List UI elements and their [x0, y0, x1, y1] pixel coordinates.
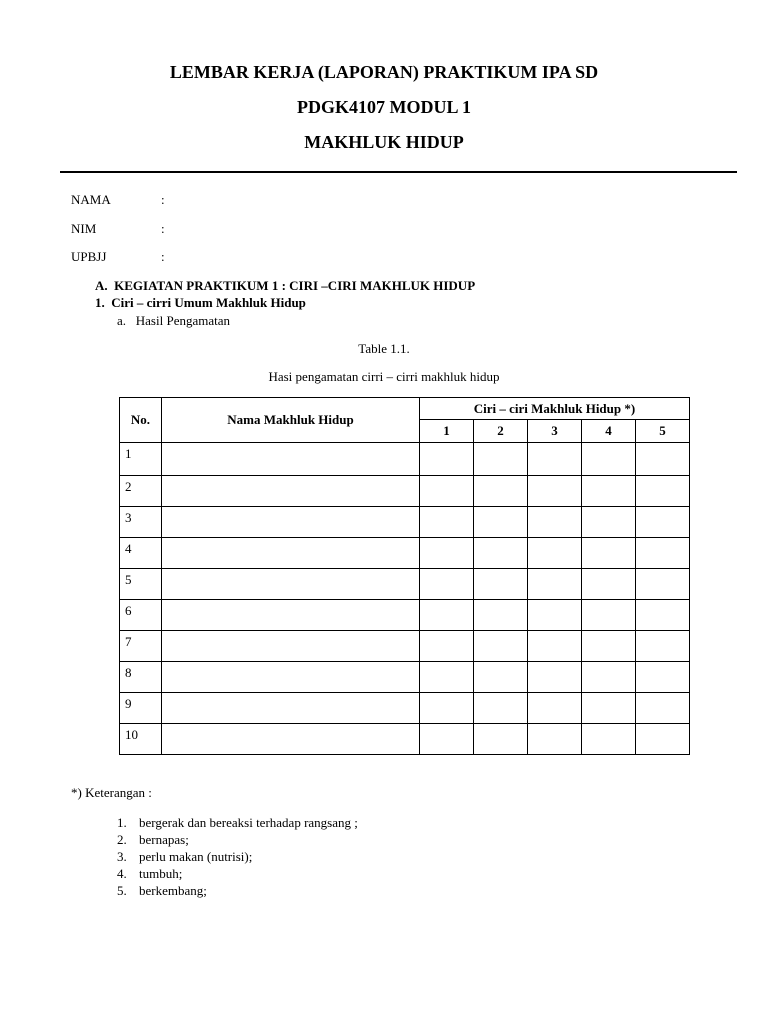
- note-item: [117, 849, 252, 865]
- section-a-heading: A. KEGIATAN PRAKTIKUM 1 : CIRI –CIRI MAKHLUK HIDUP: [95, 278, 476, 293]
- characteristic-cell[interactable]: [474, 569, 528, 600]
- module-topic: MAKHLUK HIDUP: [304, 132, 464, 152]
- note-number: 4.: [117, 866, 127, 881]
- name-cell[interactable]: [162, 476, 420, 507]
- name-cell[interactable]: [162, 443, 420, 476]
- characteristic-cell[interactable]: [528, 569, 582, 600]
- name-cell[interactable]: [162, 600, 420, 631]
- note-text: bernapas;: [139, 832, 189, 847]
- characteristic-cell[interactable]: [582, 600, 636, 631]
- header-characteristics: Ciri – ciri Makhluk Hidup *): [420, 398, 690, 420]
- row-number: 8: [120, 662, 162, 693]
- note-text: perlu makan (nutrisi);: [139, 849, 253, 864]
- characteristic-cell[interactable]: [420, 443, 474, 476]
- header-char-2: 2: [474, 420, 528, 443]
- row-number: 4: [120, 538, 162, 569]
- characteristic-cell[interactable]: [420, 507, 474, 538]
- row-number: 2: [120, 476, 162, 507]
- characteristic-cell[interactable]: [528, 662, 582, 693]
- characteristic-cell[interactable]: [636, 693, 690, 724]
- characteristic-cell[interactable]: [420, 693, 474, 724]
- note-number: 1.: [117, 815, 127, 830]
- observation-table: [119, 397, 690, 755]
- characteristic-cell[interactable]: [528, 443, 582, 476]
- characteristic-cell[interactable]: [420, 538, 474, 569]
- characteristic-cell[interactable]: [528, 693, 582, 724]
- characteristic-cell[interactable]: [528, 507, 582, 538]
- name-cell[interactable]: [162, 507, 420, 538]
- sub-point-a: a. Hasil Pengamatan: [117, 313, 230, 328]
- characteristic-cell[interactable]: [528, 476, 582, 507]
- characteristic-cell[interactable]: [636, 600, 690, 631]
- characteristic-cell[interactable]: [636, 724, 690, 755]
- table-row: [120, 693, 690, 724]
- characteristic-cell[interactable]: [582, 538, 636, 569]
- table-row: [120, 476, 690, 507]
- field-colon-nama: :: [161, 192, 165, 207]
- table-row: [120, 662, 690, 693]
- name-cell[interactable]: [162, 693, 420, 724]
- field-label-upbjj: UPBJJ: [71, 249, 107, 264]
- characteristic-cell[interactable]: [636, 631, 690, 662]
- row-number: 1: [120, 443, 162, 476]
- row-number: 7: [120, 631, 162, 662]
- characteristic-cell[interactable]: [474, 538, 528, 569]
- table-row: [120, 538, 690, 569]
- header-no: No.: [120, 398, 162, 443]
- header-char-3: 3: [528, 420, 582, 443]
- table-row: [120, 443, 690, 476]
- characteristic-cell[interactable]: [528, 631, 582, 662]
- header-char-4: 4: [582, 420, 636, 443]
- characteristic-cell[interactable]: [474, 724, 528, 755]
- characteristic-cell[interactable]: [636, 538, 690, 569]
- field-label-nim: NIM: [71, 221, 97, 236]
- subsection-heading: 1. Ciri – cirri Umum Makhluk Hidup: [95, 295, 306, 310]
- header-char-1: 1: [420, 420, 474, 443]
- field-label-nama: NAMA: [71, 192, 111, 207]
- characteristic-cell[interactable]: [420, 662, 474, 693]
- characteristic-cell[interactable]: [636, 569, 690, 600]
- row-number: 3: [120, 507, 162, 538]
- name-cell[interactable]: [162, 631, 420, 662]
- note-number: 2.: [117, 832, 127, 847]
- table-row: [120, 600, 690, 631]
- characteristic-cell[interactable]: [474, 600, 528, 631]
- characteristic-cell[interactable]: [474, 693, 528, 724]
- note-text: bergerak dan bereaksi terhadap rangsang ;: [139, 815, 358, 830]
- characteristic-cell[interactable]: [474, 631, 528, 662]
- note-number: 3.: [117, 849, 127, 864]
- note-number: 5.: [117, 883, 127, 898]
- table-row: [120, 569, 690, 600]
- note-item: [117, 832, 189, 848]
- field-colon-upbjj: :: [161, 249, 165, 264]
- note-item: [117, 866, 182, 882]
- characteristic-cell[interactable]: [582, 662, 636, 693]
- characteristic-cell[interactable]: [474, 476, 528, 507]
- characteristic-cell[interactable]: [582, 724, 636, 755]
- note-text: berkembang;: [139, 883, 207, 898]
- row-number: 5: [120, 569, 162, 600]
- characteristic-cell[interactable]: [420, 631, 474, 662]
- header-char-5: 5: [636, 420, 690, 443]
- name-cell[interactable]: [162, 538, 420, 569]
- characteristic-cell[interactable]: [474, 662, 528, 693]
- characteristic-cell[interactable]: [528, 724, 582, 755]
- table-row: [120, 507, 690, 538]
- characteristic-cell[interactable]: [582, 443, 636, 476]
- header-name: Nama Makhluk Hidup: [162, 398, 420, 443]
- table-row: [120, 724, 690, 755]
- table-title: Hasi pengamatan cirri – cirri makhluk hidup: [268, 369, 500, 384]
- characteristic-cell[interactable]: [474, 507, 528, 538]
- characteristic-cell[interactable]: [420, 569, 474, 600]
- name-cell[interactable]: [162, 569, 420, 600]
- characteristic-cell[interactable]: [528, 538, 582, 569]
- header-divider: [60, 171, 737, 173]
- name-cell[interactable]: [162, 724, 420, 755]
- characteristic-cell[interactable]: [636, 443, 690, 476]
- characteristic-cell[interactable]: [420, 600, 474, 631]
- table-caption: Table 1.1.: [358, 341, 410, 356]
- characteristic-cell[interactable]: [636, 476, 690, 507]
- note-text: tumbuh;: [139, 866, 183, 881]
- note-item: [117, 883, 207, 899]
- characteristic-cell[interactable]: [636, 507, 690, 538]
- table-row: [120, 631, 690, 662]
- row-number: 6: [120, 600, 162, 631]
- document-title: LEMBAR KERJA (LAPORAN) PRAKTIKUM IPA SD: [169, 62, 599, 82]
- characteristic-cell[interactable]: [582, 569, 636, 600]
- characteristic-cell[interactable]: [582, 693, 636, 724]
- row-number: 9: [120, 693, 162, 724]
- characteristic-cell[interactable]: [582, 631, 636, 662]
- row-number: 10: [120, 724, 162, 755]
- characteristic-cell[interactable]: [582, 507, 636, 538]
- module-code: PDGK4107 MODUL 1: [297, 97, 471, 117]
- characteristic-cell[interactable]: [420, 476, 474, 507]
- field-colon-nim: :: [161, 221, 165, 236]
- characteristic-cell[interactable]: [582, 476, 636, 507]
- notes-heading: *) Keterangan :: [71, 785, 152, 800]
- characteristic-cell[interactable]: [420, 724, 474, 755]
- characteristic-cell[interactable]: [636, 662, 690, 693]
- characteristic-cell[interactable]: [528, 600, 582, 631]
- name-cell[interactable]: [162, 662, 420, 693]
- note-item: [117, 815, 358, 831]
- characteristic-cell[interactable]: [474, 443, 528, 476]
